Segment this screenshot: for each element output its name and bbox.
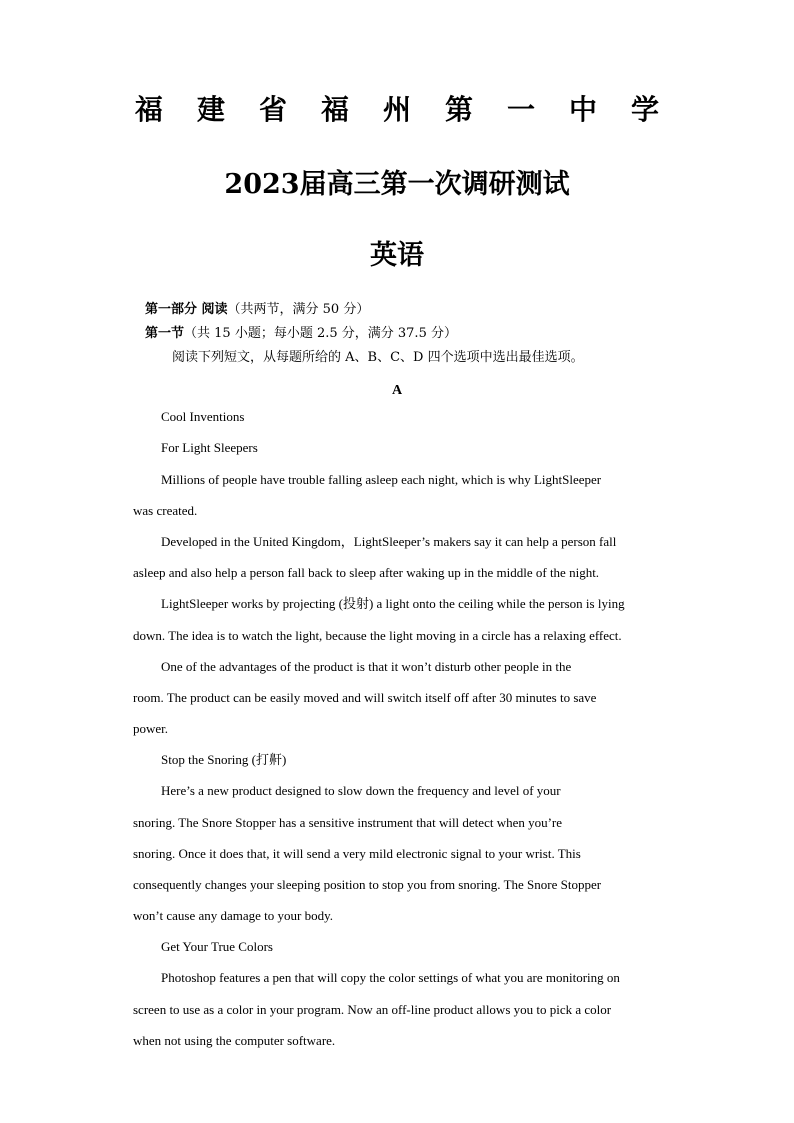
passage-line: down. The idea is to watch the light, because the light moving in a circle has a relaxing effect. — [133, 628, 622, 643]
passage-line: consequently changes your sleeping position to stop you from snoring. The Snore Stopper — [133, 877, 602, 892]
passage-line: Cool Inventions — [161, 409, 245, 424]
school-char: 福 — [320, 93, 349, 126]
passage-line: Millions of people have trouble falling asleep each night, which is why LightSleeper — [161, 472, 602, 487]
passage-line: snoring. Once it does that, it will send a very mild electronic signal to your wrist. This — [133, 846, 581, 861]
passage-line: was created. — [133, 503, 198, 518]
school-char: 建 — [196, 93, 225, 126]
school-char: 省 — [258, 93, 287, 126]
school-char: 学 — [631, 93, 660, 126]
subject-title: 英语 — [370, 240, 424, 271]
passage-line: snoring. The Snore Stopper has a sensitive instrument that will detect when you’re — [133, 815, 563, 830]
passage-label: A — [391, 383, 403, 398]
passage-line: Here’s a new product designed to slow down the frequency and level of your — [161, 783, 561, 798]
part-heading — [145, 301, 369, 319]
passage-line: Stop the Snoring (打鼾) — [161, 752, 287, 767]
part-label: 第一部分 阅读 — [145, 302, 228, 317]
exam-title: 2023届高三第一次调研测试 — [224, 169, 570, 200]
passage-line: power. — [133, 721, 169, 736]
passage-line: screen to use as a color in your program. Now an off-line product allows you to pick a color — [133, 1002, 612, 1017]
passage-line: won’t cause any damage to your body. — [133, 908, 334, 923]
section-note: （共 15 小题；每小题 2.5 分，满分 37.5 分） — [184, 326, 457, 341]
passage-line: Developed in the United Kingdom，LightSleeper’s makers say it can help a person fall — [161, 534, 617, 549]
passage-line: LightSleeper works by projecting (投射) a light onto the ceiling while the person is lying — [161, 596, 625, 611]
school-char: 第 — [445, 93, 474, 126]
section-heading — [145, 325, 457, 343]
instruction: 阅读下列短文，从每题所给的 A、B、C、D 四个选项中选出最佳选项。 — [172, 350, 584, 365]
section-label: 第一节 — [145, 326, 185, 341]
school-char: 州 — [382, 93, 411, 126]
school-char: 一 — [507, 93, 536, 126]
passage-line: asleep and also help a person fall back to sleep after waking up in the middle of the night. — [133, 565, 600, 580]
passage-line: when not using the computer software. — [133, 1033, 336, 1048]
part-note: （共两节，满分 50 分） — [227, 302, 370, 317]
passage-line: One of the advantages of the product is that it won’t disturb other people in the — [161, 659, 572, 674]
passage-line: For Light Sleepers — [161, 440, 258, 455]
passage-line: Get Your True Colors — [161, 939, 273, 954]
passage-line: room. The product can be easily moved and will switch itself off after 30 minutes to save — [133, 690, 597, 705]
school-name — [0, 88, 794, 132]
passage-line: Photoshop features a pen that will copy the color settings of what you are monitoring on — [161, 970, 620, 985]
school-char: 福 — [134, 93, 163, 126]
school-char: 中 — [569, 93, 598, 126]
